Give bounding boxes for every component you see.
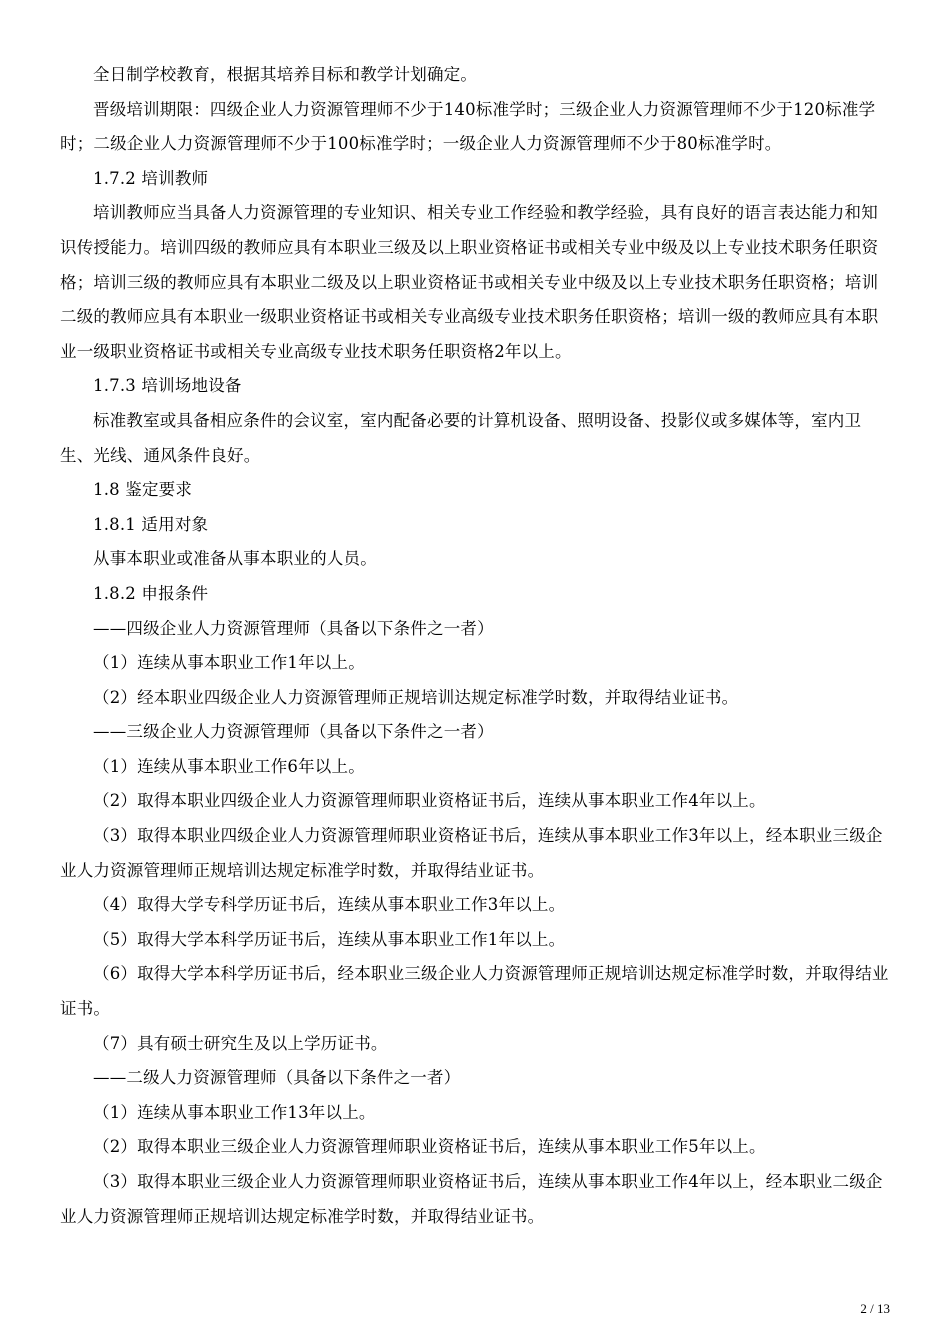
list-item: （2）取得本职业三级企业人力资源管理师职业资格证书后，连续从事本职业工作5年以上。	[93, 1137, 766, 1157]
list-item: （3）取得本职业三级企业人力资源管理师职业资格证书后，连续从事本职业工作4年以上，经本职业二级企业人力资源管理师正规培训达规定标准学时数，并取得结业证书。	[60, 1172, 883, 1226]
section-heading: 1.7.2 培训教师	[93, 168, 209, 188]
list-item: （1）连续从事本职业工作6年以上。	[93, 756, 365, 776]
paragraph: 培训教师应当具备人力资源管理的专业知识、相关专业工作经验和教学经验，具有良好的语言表达能力和知识传授能力。培训四级的教师应具有本职业三级及以上职业资格证书或相关专业中级及以上专业技术职务任职资格；培训三级的教师应具有本职业二级及以上职业资格证书或相关专业中级及以上专业技术职务任职资格；培训二级的教师应具有本职业一级职业资格证书或相关专业高级专业技术职务任职资格；培训一级的教师应具有本职业一级职业资格证书或相关专业高级专业技术职务任职资格2年以上。	[60, 203, 879, 361]
level-heading: ——四级企业人力资源管理师（具备以下条件之一者）	[93, 618, 494, 638]
list-item: （6）取得大学本科学历证书后，经本职业三级企业人力资源管理师正规培训达规定标准学时数，并取得结业证书。	[60, 964, 889, 1019]
list-item: （2）经本职业四级企业人力资源管理师正规培训达规定标准学时数，并取得结业证书。	[93, 687, 739, 707]
paragraph: 标准教室或具备相应条件的会议室，室内配备必要的计算机设备、照明设备、投影仪或多媒体等，室内卫生、光线、通风条件良好。	[60, 410, 862, 465]
list-item: （7）具有硕士研究生及以上学历证书。	[93, 1033, 388, 1053]
list-item: （4）取得大学专科学历证书后，连续从事本职业工作3年以上。	[93, 895, 566, 915]
section-heading: 1.8.1 适用对象	[93, 514, 209, 534]
document-body	[60, 58, 892, 1234]
list-item: （5）取得大学本科学历证书后，连续从事本职业工作1年以上。	[93, 929, 566, 949]
list-item: （1）连续从事本职业工作13年以上。	[93, 1102, 376, 1122]
paragraph: 从事本职业或准备从事本职业的人员。	[93, 549, 377, 569]
section-heading: 1.8.2 申报条件	[93, 583, 209, 603]
paragraph: 全日制学校教育，根据其培养目标和教学计划确定。	[93, 65, 478, 84]
section-heading: 1.8 鉴定要求	[93, 480, 193, 500]
section-heading: 1.7.3 培训场地设备	[93, 376, 242, 396]
list-item: （1）连续从事本职业工作1年以上。	[93, 653, 365, 673]
paragraph: 晋级培训期限：四级企业人力资源管理师不少于140标准学时；三级企业人力资源管理师不少于120标准学时；二级企业人力资源管理师不少于100标准学时；一级企业人力资源管理师不少于80标准学时。	[60, 99, 876, 154]
level-heading: ——二级人力资源管理师（具备以下条件之一者）	[93, 1068, 461, 1088]
list-item: （2）取得本职业四级企业人力资源管理师职业资格证书后，连续从事本职业工作4年以上。	[93, 791, 766, 811]
level-heading: ——三级企业人力资源管理师（具备以下条件之一者）	[93, 722, 494, 742]
page-number: 2 / 13	[860, 1301, 890, 1316]
list-item: （3）取得本职业四级企业人力资源管理师职业资格证书后，连续从事本职业工作3年以上，经本职业三级企业人力资源管理师正规培训达规定标准学时数，并取得结业证书。	[60, 826, 883, 880]
